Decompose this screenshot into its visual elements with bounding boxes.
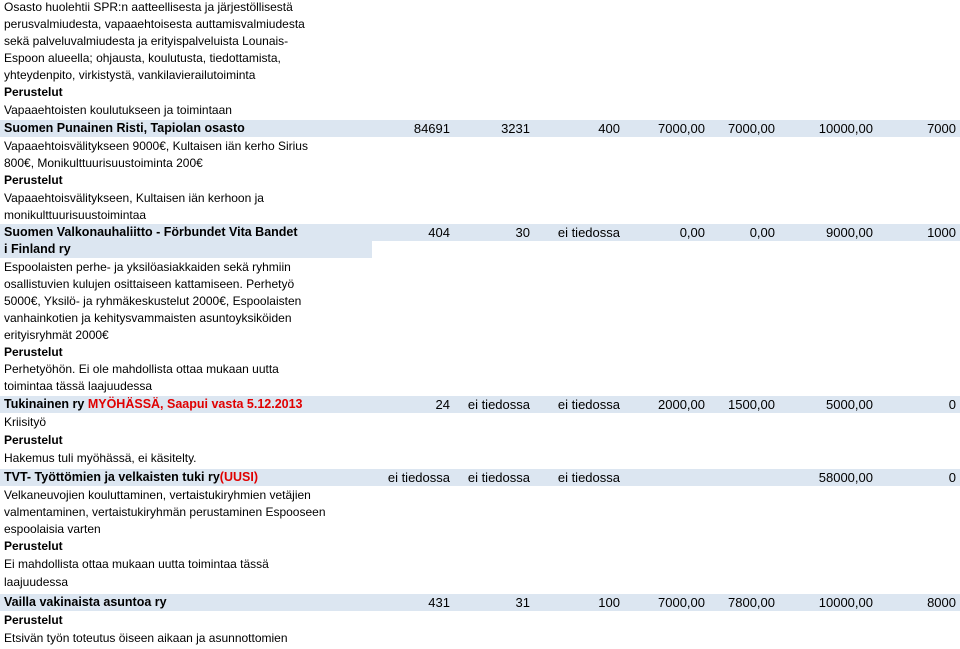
value-cell: 0,00 bbox=[749, 225, 775, 240]
value-cell: 400 bbox=[598, 121, 620, 136]
value-cell: 30 bbox=[515, 225, 530, 240]
value-cell: ei tiedossa bbox=[557, 470, 620, 485]
reason-text: Vapaaehtoisvälitykseen, Kultaisen iän kerhoon ja bbox=[4, 191, 264, 205]
org-name: Suomen Valkonauhaliitto - Förbundet Vita Bandet bbox=[4, 225, 298, 239]
reason-text: Vapaaehtoisten koulutukseen ja toimintaan bbox=[4, 103, 232, 117]
reason-text: Perhetyöhön. Ei ole mahdollista ottaa mukaan uutta bbox=[4, 362, 279, 376]
value-cell: 84691 bbox=[413, 121, 450, 136]
description-line: Etsivän työn toteutus öiseen aikaan ja asunnottomien bbox=[4, 631, 288, 645]
value-cell: 3231 bbox=[501, 121, 530, 136]
description-line: Kriisityö bbox=[4, 415, 47, 429]
description-line: osallistuvien kulujen osittaiseen kattamiseen. Perhetyö bbox=[4, 277, 295, 291]
description-line: espoolaisia varten bbox=[4, 522, 101, 536]
value-cell: 1000 bbox=[927, 225, 956, 240]
org-name: i Finland ry bbox=[4, 242, 71, 256]
value-cell: ei tiedossa bbox=[467, 397, 530, 412]
perustelut-label: Perustelut bbox=[4, 345, 63, 359]
new-notice: (UUSI) bbox=[219, 470, 258, 484]
value-cell: 31 bbox=[515, 595, 530, 610]
org-name: Suomen Punainen Risti, Tapiolan osasto bbox=[4, 121, 245, 135]
value-cell: 8000 bbox=[927, 595, 956, 610]
intro-line: Osasto huolehtii SPR:n aatteellisesta ja järjestöllisestä bbox=[4, 0, 293, 14]
reason-text: monikulttuurisuustoimintaa bbox=[4, 208, 147, 222]
value-cell: 431 bbox=[428, 595, 450, 610]
intro-line: Espoon alueella; ohjausta, koulutusta, tiedottamista, bbox=[4, 51, 281, 65]
perustelut-label: Perustelut bbox=[4, 173, 63, 187]
value-cell: 7000,00 bbox=[658, 121, 705, 136]
description-line: Vapaaehtoisvälitykseen 9000€, Kultaisen iän kerho Sirius bbox=[4, 139, 308, 153]
description-line: Velkaneuvojien kouluttaminen, vertaistukiryhmien vetäjien bbox=[4, 488, 311, 502]
org-name: TVT- Työttömien ja velkaisten tuki ry(UUSI) bbox=[4, 470, 258, 484]
description-line: vanhainkotien ja kehitysvammaisten asuntoyksiköiden bbox=[4, 311, 292, 325]
late-notice: MYÖHÄSSÄ, Saapui vasta 5.12.2013 bbox=[87, 397, 303, 411]
perustelut-label: Perustelut bbox=[4, 433, 63, 447]
intro-line: yhteydenpito, virkistystä, vankilavierailutoiminta bbox=[4, 68, 256, 82]
value-cell: ei tiedossa bbox=[387, 470, 450, 485]
value-cell: ei tiedossa bbox=[557, 225, 620, 240]
value-cell: 7000,00 bbox=[658, 595, 705, 610]
perustelut-label: Perustelut bbox=[4, 85, 63, 99]
value-cell: 24 bbox=[435, 397, 450, 412]
value-cell: 58000,00 bbox=[818, 470, 873, 485]
value-cell: 0 bbox=[948, 397, 956, 412]
description-line: Espoolaisten perhe- ja yksilöasiakkaiden sekä ryhmiin bbox=[4, 260, 291, 274]
value-cell: 10000,00 bbox=[818, 595, 873, 610]
intro-line: sekä palveluvalmiudesta ja erityispalveluista Lounais- bbox=[4, 34, 289, 48]
description-line: 800€, Monikulttuurisuustoiminta 200€ bbox=[4, 156, 203, 170]
reason-text: laajuudessa bbox=[4, 575, 69, 589]
description-line: erityisryhmät 2000€ bbox=[4, 328, 109, 342]
value-cell: 7000 bbox=[927, 121, 956, 136]
value-cell: 0 bbox=[948, 470, 956, 485]
value-cell: ei tiedossa bbox=[467, 470, 530, 485]
value-cell: 100 bbox=[598, 595, 620, 610]
value-cell: ei tiedossa bbox=[557, 397, 620, 412]
value-cell: 9000,00 bbox=[826, 225, 873, 240]
perustelut-label: Perustelut bbox=[4, 539, 63, 553]
value-cell: 0,00 bbox=[679, 225, 705, 240]
reason-text: toimintaa tässä laajuudessa bbox=[4, 379, 153, 393]
org-name: Tukinainen ry MYÖHÄSSÄ, Saapui vasta 5.12.2013 bbox=[4, 397, 303, 411]
value-cell: 7000,00 bbox=[728, 121, 775, 136]
reason-text: Ei mahdollista ottaa mukaan uutta toimintaa tässä bbox=[4, 557, 269, 571]
value-cell: 5000,00 bbox=[826, 397, 873, 412]
value-cell: 404 bbox=[428, 225, 450, 240]
value-cell: 10000,00 bbox=[818, 121, 873, 136]
value-cell: 1500,00 bbox=[728, 397, 775, 412]
value-cell: 2000,00 bbox=[658, 397, 705, 412]
perustelut-label: Perustelut bbox=[4, 613, 63, 627]
description-line: 5000€, Yksilö- ja ryhmäkeskustelut 2000€, Espoolaisten bbox=[4, 294, 302, 308]
reason-text: Hakemus tuli myöhässä, ei käsitelty. bbox=[4, 451, 197, 465]
intro-line: perusvalmiudesta, vapaaehtoisesta auttamisvalmiudesta bbox=[4, 17, 305, 31]
org-name: Vailla vakinaista asuntoa ry bbox=[4, 595, 167, 609]
value-cell: 7800,00 bbox=[728, 595, 775, 610]
description-line: valmentaminen, vertaistukiryhmän perustaminen Espooseen bbox=[4, 505, 326, 519]
